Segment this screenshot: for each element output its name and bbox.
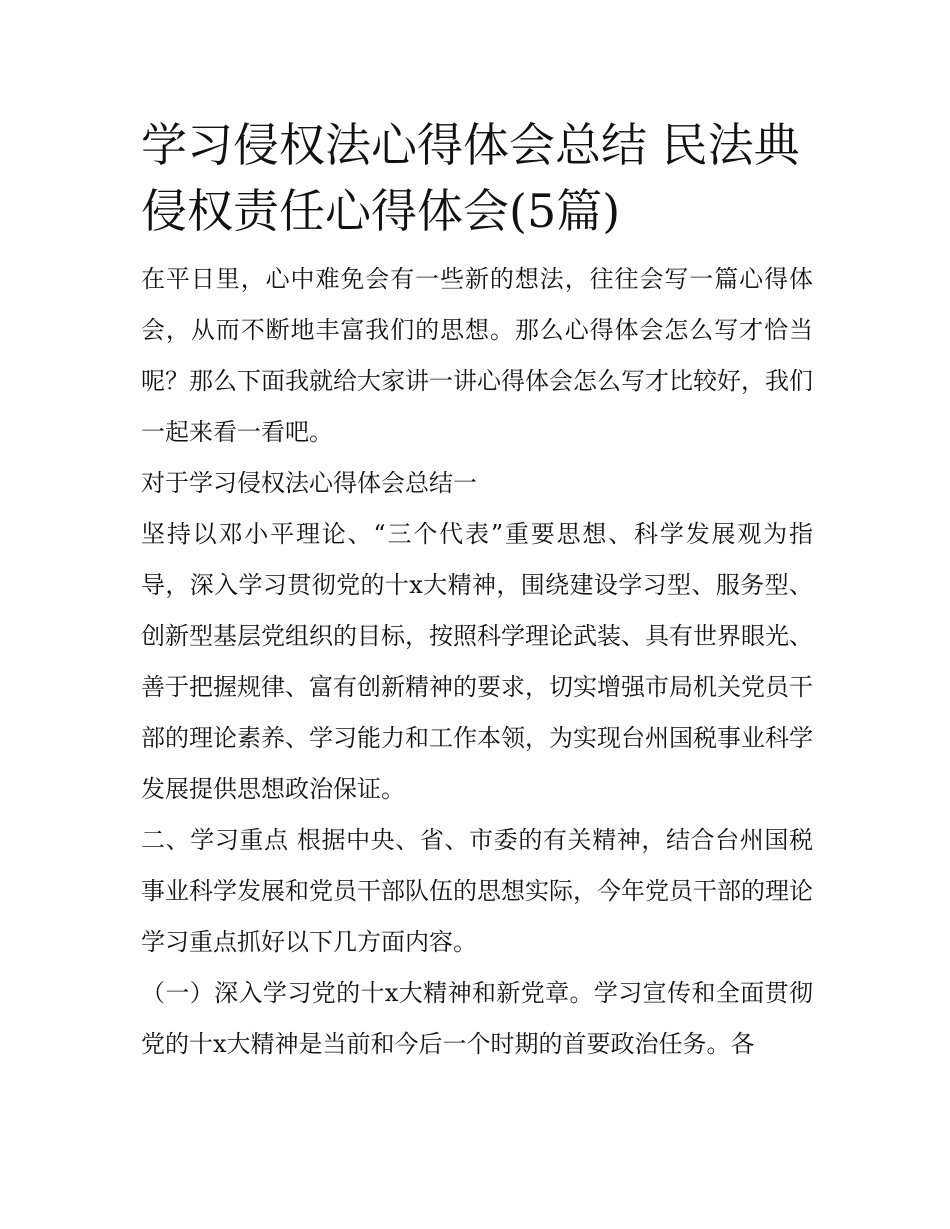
document-title: 学习侵权法心得体会总结 民法典侵权责任心得体会(5篇) (141, 118, 800, 238)
body-paragraph: （一）深入学习党的十x大精神和新党章。学习宣传和全面贯彻党的十x大精神是当前和今后一个时期的首要政治任务。各 (141, 979, 813, 1058)
section-heading: 对于学习侵权法心得体会总结一 (141, 469, 477, 497)
body-paragraph: 坚持以邓小平理论、“三个代表”重要思想、科学发展观为指导，深入学习贯彻党的十x大精神，围绕建设学习型、服务型、创新型基层党组织的目标，按照科学理论武装、具有世界眼光、善于把握规律、富有创新精神的要求，切实增强市局机关党员干部的理论素养、学习能力和工作本领，为实现台州国税事业科学发展提供思想政治保证。 (141, 520, 813, 803)
body-paragraph: 二、学习重点 根据中央、省、市委的有关精神，结合台州国税事业科学发展和党员干部队伍的思想实际，今年党员干部的理论学习重点抓好以下几方面内容。 (141, 826, 813, 956)
document-page (141, 112, 813, 1070)
intro-paragraph: 在平日里，心中难免会有一些新的想法，往往会写一篇心得体会，从而不断地丰富我们的思想。那么心得体会怎么写才恰当呢？那么下面我就给大家讲一讲心得体会怎么写才比较好，我们一起来看一看吧。 (141, 265, 813, 446)
